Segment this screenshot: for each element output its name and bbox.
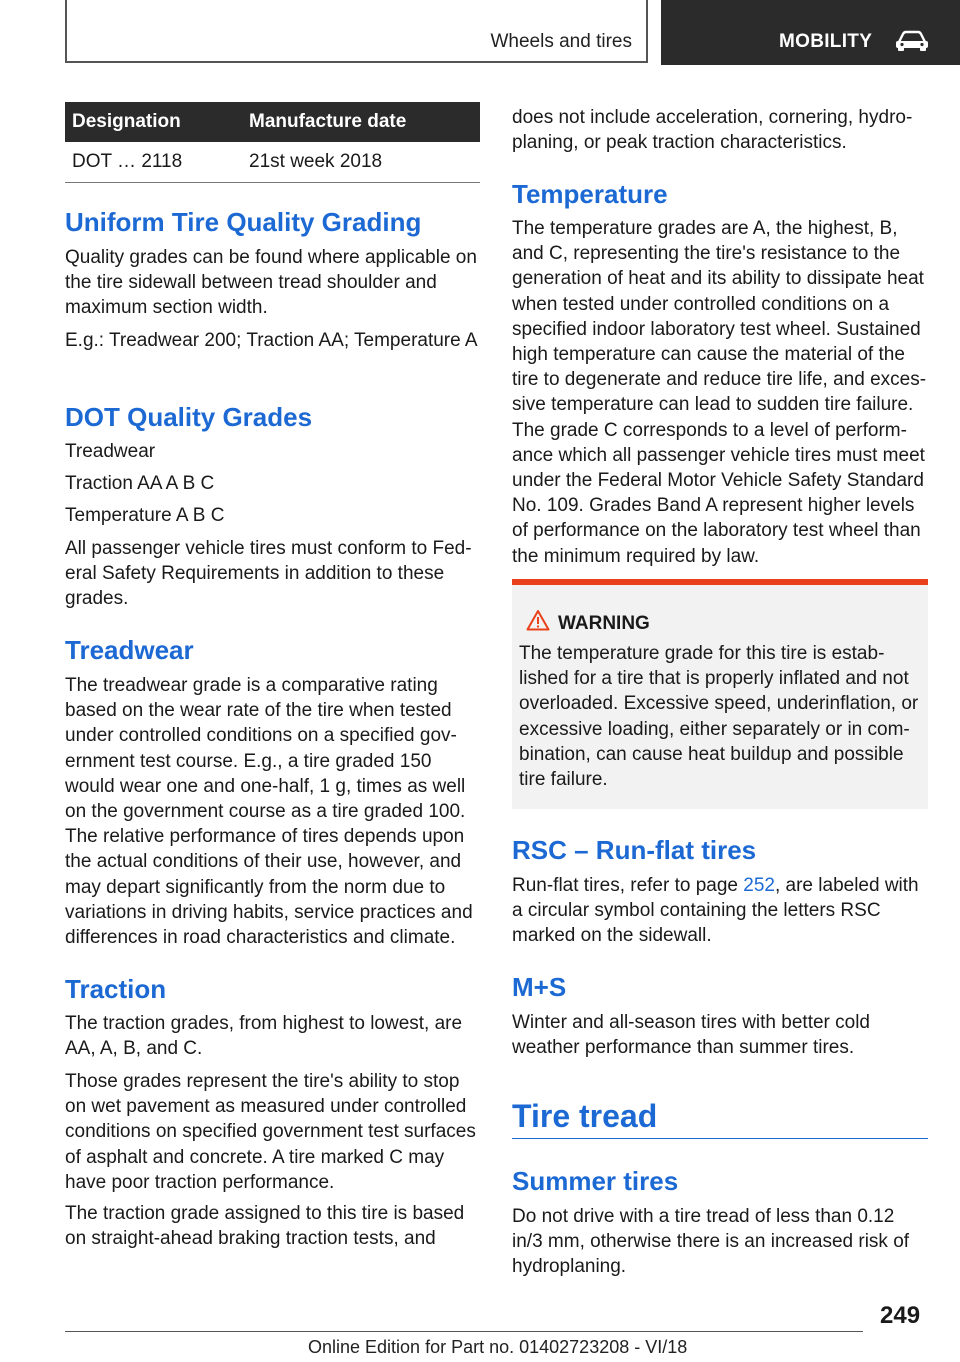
- page-number: 249: [880, 1302, 921, 1329]
- footer-edition: Online Edition for Part no. 01402723208 - VI/18: [308, 1337, 688, 1357]
- heading-tire-tread: Tire tread: [512, 1098, 658, 1134]
- paragraph: The treadwear grade is a comparative rating based on the wear rate of the tire when tested under controlled conditions on a specified government test course. E.g., a tire graded 150 would wear one and one-half, 1 g, times as well on the government course as a tire graded 100. The relative performance of tires depends upon the actual conditions of their use, however, and may depart significantly from the norm due to variations in driving habits, service practices and differences in road characteristics and climate.: [65, 675, 473, 949]
- warning-text: The temperature grade for this tire is established for a tire that is properly inflated and not overloaded. Excessive speed, underinflation, or excessive loading, either separately or in combination, can cause heat buildup and possible tire failure.: [519, 643, 919, 791]
- rsc-text-after: , are labeled with a circular symbol containing the letters RSC marked on the sidewall.: [512, 875, 919, 947]
- paragraph: E.g.: Treadwear 200; Traction AA; Temperature A: [65, 330, 478, 351]
- paragraph: Those grades represent the tire's ability to stop on wet pavement as measured under controlled conditions on specified government test surfaces of asphalt and concrete. A tire marked C may have poor traction performance.: [65, 1071, 476, 1193]
- header-section-title: Wheels and tires: [490, 31, 632, 52]
- paragraph: [512, 873, 930, 949]
- table-header-cell: Designation: [65, 102, 242, 142]
- heading-uniform-tire-quality-grading: Uniform Tire Quality Grading: [65, 207, 422, 237]
- table-header-cell: Manufacture date: [242, 102, 480, 142]
- paragraph: The temperature grades are A, the highest, B, and C, representing the tire's resistance to the generation of heat and its ability to dissipate heat when tested under controlled conditions on a specified indoor laboratory test wheel. Sustained high temperature can cause the material of the tire to degenerate and reduce tire life, and excessive temperature can lead to sudden tire failure. The grade C corresponds to a level of performance which all passenger vehicle tires must meet under the Federal Motor Vehicle Safety Standard No. 109. Grades Band A represent higher levels of performance on the laboratory test wheel than the minimum required by law.: [512, 218, 927, 567]
- header-chapter-title: MOBILITY: [779, 31, 873, 52]
- paragraph: Do not drive with a tire tread of less than 0.12 in/3 mm, otherwise there is an increased risk of hydroplaning.: [512, 1206, 910, 1278]
- paragraph: Quality grades can be found where applicable on the tire sidewall between tread shoulder and maximum section width.: [65, 247, 477, 319]
- paragraph: Winter and all-season tires with better cold weather performance than summer tires.: [512, 1012, 870, 1059]
- paragraph: Temperature A B C: [65, 505, 225, 526]
- header-section-box: [65, 0, 648, 63]
- paragraph: The traction grades, from highest to lowest, are AA, A, B, and C.: [65, 1013, 463, 1060]
- header-chapter-tab[interactable]: [661, 0, 960, 65]
- table-cell: 21st week 2018: [242, 142, 480, 183]
- car-icon: [894, 30, 930, 52]
- page-link-252[interactable]: 252: [743, 875, 775, 896]
- warning-title: WARNING: [558, 613, 650, 634]
- rsc-text-before: Run-flat tires, refer to page: [512, 875, 744, 896]
- heading-temperature: Temperature: [512, 179, 668, 209]
- table-cell: DOT … 2118: [65, 142, 242, 183]
- table-header-row: [65, 102, 480, 142]
- paragraph: does not include acceleration, cornering, hydroplaning, or peak traction characteristics.: [512, 107, 913, 154]
- paragraph: Traction AA A B C: [65, 473, 215, 494]
- warning-box: [512, 579, 928, 809]
- heading-dot-quality-grades: DOT Quality Grades: [65, 402, 313, 432]
- paragraph: Treadwear: [65, 441, 156, 462]
- heading-rsc-run-flat-tires: RSC – Run-flat tires: [512, 835, 757, 865]
- heading-summer-tires: Summer tires: [512, 1166, 679, 1196]
- table-row: [65, 142, 480, 183]
- heading-traction: Traction: [65, 974, 167, 1004]
- designation-table: [65, 102, 480, 183]
- warning-triangle-icon: [526, 609, 550, 631]
- section-divider: [512, 1138, 928, 1139]
- footer-divider: [65, 1331, 863, 1332]
- paragraph: All passenger vehicle tires must conform to Federal Safety Requirements in addition to these grades.: [65, 538, 472, 610]
- paragraph: The traction grade assigned to this tire is based on straight-ahead braking traction tests, and: [65, 1203, 465, 1250]
- heading-treadwear: Treadwear: [65, 635, 194, 665]
- heading-m-s: M+S: [512, 972, 567, 1002]
